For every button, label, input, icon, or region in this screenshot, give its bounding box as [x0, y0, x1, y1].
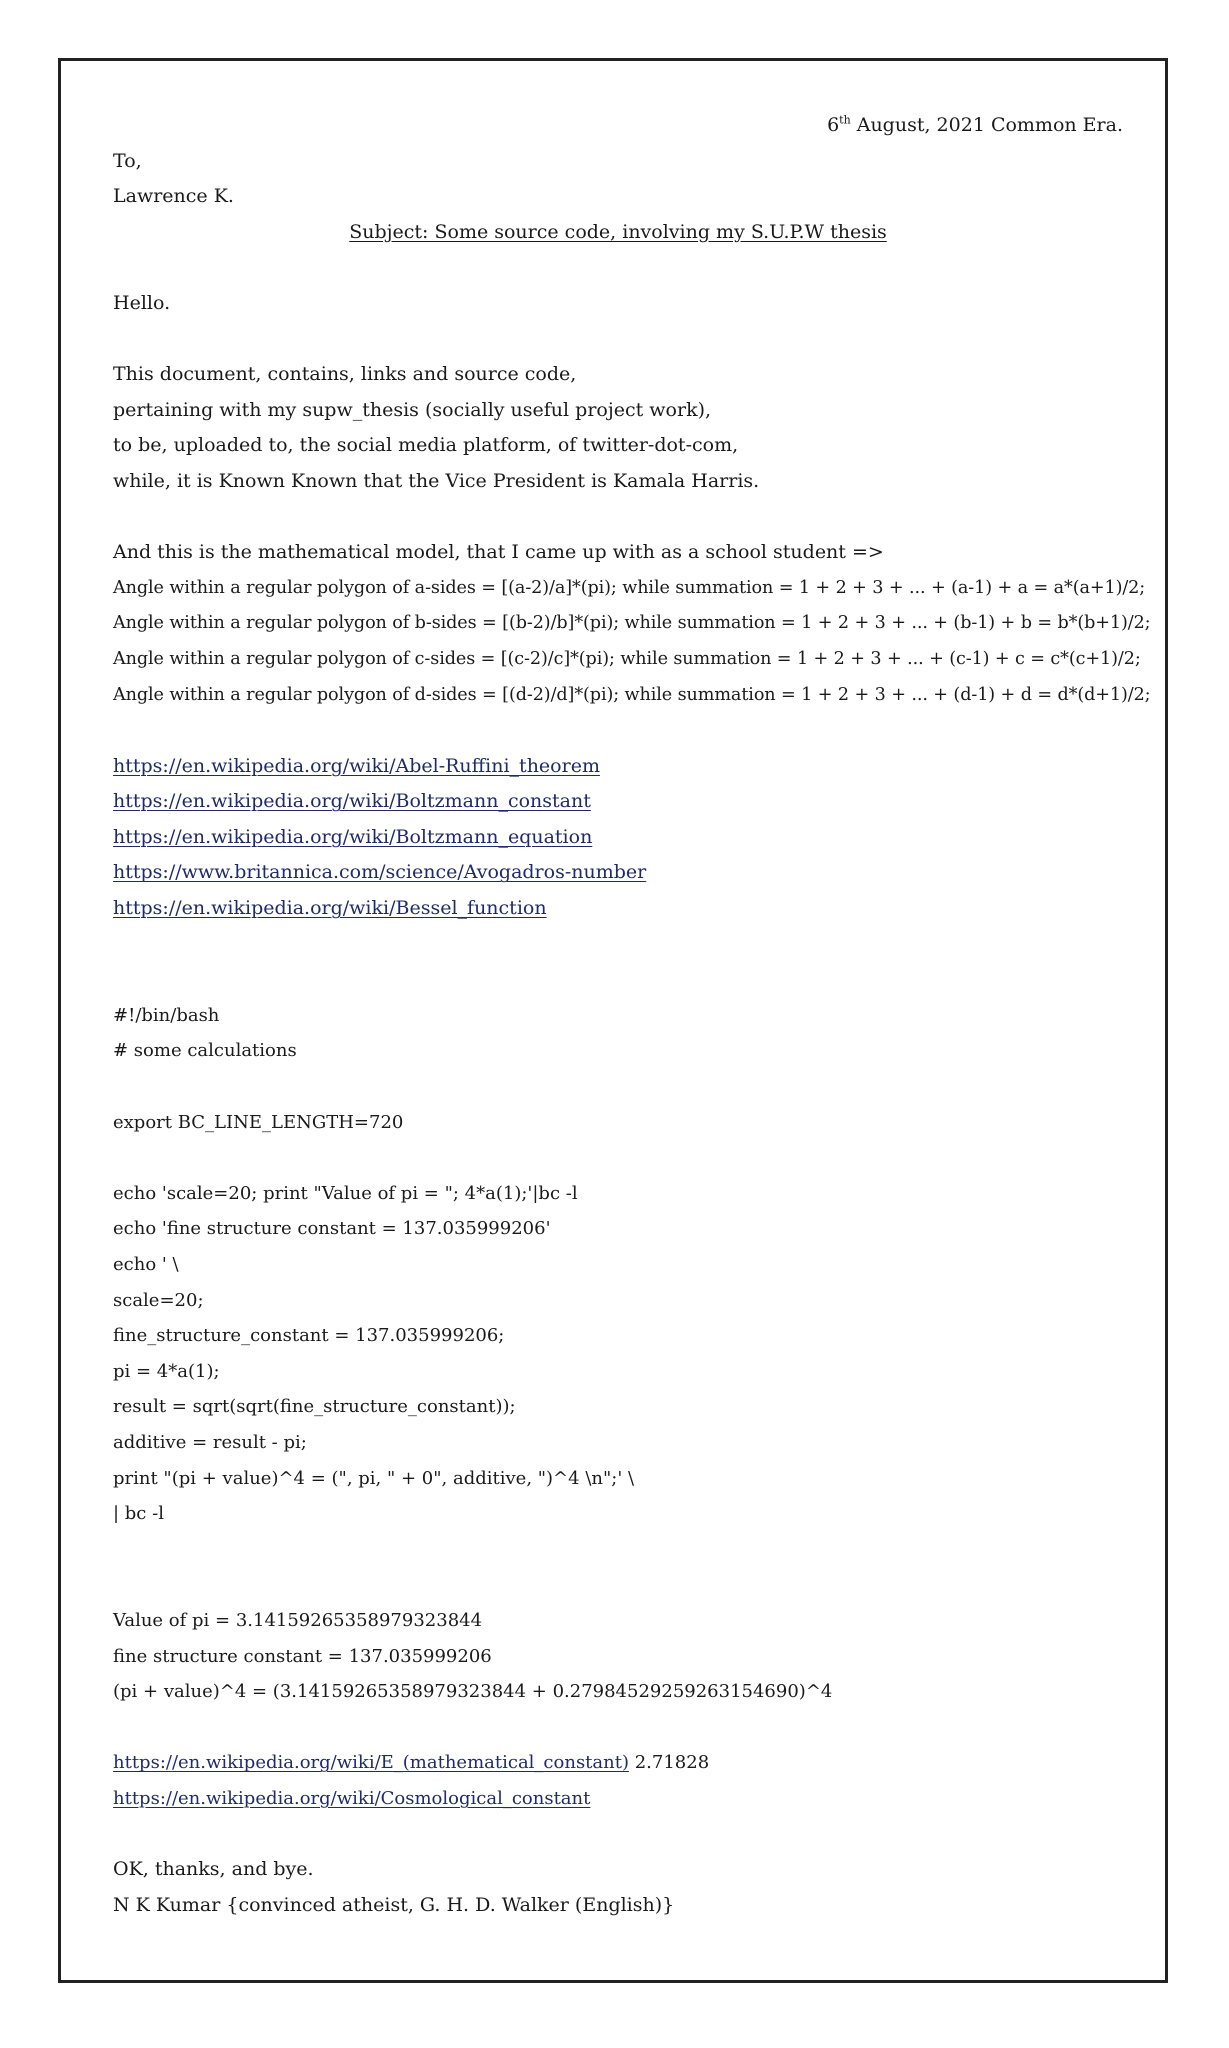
link-boltzmann-equation[interactable]: https://en.wikipedia.org/wiki/Boltzmann_equation — [113, 825, 593, 848]
date-line — [113, 108, 1123, 144]
link-abel-ruffini[interactable]: https://en.wikipedia.org/wiki/Abel-Ruffini_theorem — [113, 754, 600, 777]
code-line: result = sqrt(sqrt(fine_structure_constant)); — [113, 1396, 516, 1418]
subject-line — [113, 215, 1123, 251]
code-line: | bc -l — [113, 1503, 164, 1525]
formula-line: Angle within a regular polygon of b-sides = [(b-2)/b]*(pi); while summation = 1 + 2 + 3 + ... + (b-1) + b = b*(b+1)/2; — [113, 613, 1151, 634]
spacer — [113, 322, 1123, 358]
code-export: export BC_LINE_LENGTH=720 — [113, 1111, 404, 1133]
spacer — [113, 927, 1123, 998]
link-avogadros-number[interactable]: https://www.britannica.com/science/Avogadros-number — [113, 861, 647, 884]
code-shebang: #!/bin/bash — [113, 1004, 220, 1026]
intro-line: while, it is Known Known that the Vice President is Kamala Harris. — [113, 469, 760, 492]
intro-line: This document, contains, links and source code, — [113, 363, 577, 386]
output-line: Value of pi = 3.14159265358979323844 — [113, 1609, 483, 1631]
link-cosmological-constant[interactable]: https://en.wikipedia.org/wiki/Cosmological_constant — [113, 1787, 591, 1809]
link-e-line — [113, 1745, 1123, 1781]
code-line: echo 'scale=20; print "Value of pi = "; 4*a(1);'|bc -l — [113, 1182, 578, 1204]
formula-line: Angle within a regular polygon of a-sides = [(a-2)/a]*(pi); while summation = 1 + 2 + 3 + ... + (a-1) + a = a*(a+1)/2; — [113, 577, 1146, 598]
letter-body — [113, 108, 1151, 1923]
code-line: fine_structure_constant = 137.035999206; — [113, 1325, 505, 1347]
link-bessel-function[interactable]: https://en.wikipedia.org/wiki/Bessel_function — [113, 897, 547, 920]
code-line: echo ' \ — [113, 1254, 179, 1275]
spacer — [113, 1069, 1123, 1105]
subject-text: Subject: Some source code, involving my S.U.P.W thesis — [349, 220, 887, 243]
output-line: (pi + value)^4 = (3.14159265358979323844 + 0.27984529259263154690)^4 — [113, 1681, 833, 1703]
date-day: 6 — [827, 114, 840, 136]
spacer — [113, 1532, 1123, 1603]
recipient-line: Lawrence K. — [113, 185, 234, 208]
date-rest: August, 2021 Common Era. — [850, 114, 1123, 136]
code-line: scale=20; — [113, 1289, 204, 1311]
spacer — [113, 1140, 1123, 1176]
code-line: print "(pi + value)^4 = (", pi, " + 0", additive, ")^4 \n";' \ — [113, 1467, 635, 1489]
code-line: additive = result - pi; — [113, 1431, 307, 1453]
code-comment: # some calculations — [113, 1040, 297, 1062]
formula-line: Angle within a regular polygon of c-sides = [(c-2)/c]*(pi); while summation = 1 + 2 + 3 + ... + (c-1) + c = c*(c+1)/2; — [113, 648, 1141, 669]
intro-line: pertaining with my supw_thesis (socially useful project work), — [113, 398, 712, 421]
e-value: 2.71828 — [629, 1752, 710, 1774]
formula-line: Angle within a regular polygon of d-sides = [(d-2)/d]*(pi); while summation = 1 + 2 + 3 + ... + (d-1) + d = d*(d+1)/2; — [113, 684, 1151, 705]
spacer — [113, 250, 1123, 286]
output-line: fine structure constant = 137.035999206 — [113, 1645, 492, 1667]
code-line: pi = 4*a(1); — [113, 1360, 220, 1382]
model-intro: And this is the mathematical model, that I came up with as a school student => — [113, 541, 884, 564]
spacer — [113, 713, 1123, 749]
spacer — [113, 1710, 1123, 1746]
closing: OK, thanks, and bye. — [113, 1858, 314, 1881]
signature: N K Kumar {convinced atheist, G. H. D. Walker (English)} — [113, 1893, 675, 1916]
spacer — [113, 500, 1123, 536]
code-line: echo 'fine structure constant = 137.035999206' — [113, 1218, 551, 1240]
to-line: To, — [113, 149, 142, 172]
date-suffix: th — [839, 113, 851, 127]
greeting: Hello. — [113, 291, 171, 314]
spacer — [113, 1817, 1123, 1853]
link-boltzmann-constant[interactable]: https://en.wikipedia.org/wiki/Boltzmann_constant — [113, 790, 591, 813]
intro-line: to be, uploaded to, the social media platform, of twitter-dot-com, — [113, 434, 739, 457]
link-e-constant[interactable]: https://en.wikipedia.org/wiki/E_(mathematical_constant) — [113, 1752, 629, 1774]
